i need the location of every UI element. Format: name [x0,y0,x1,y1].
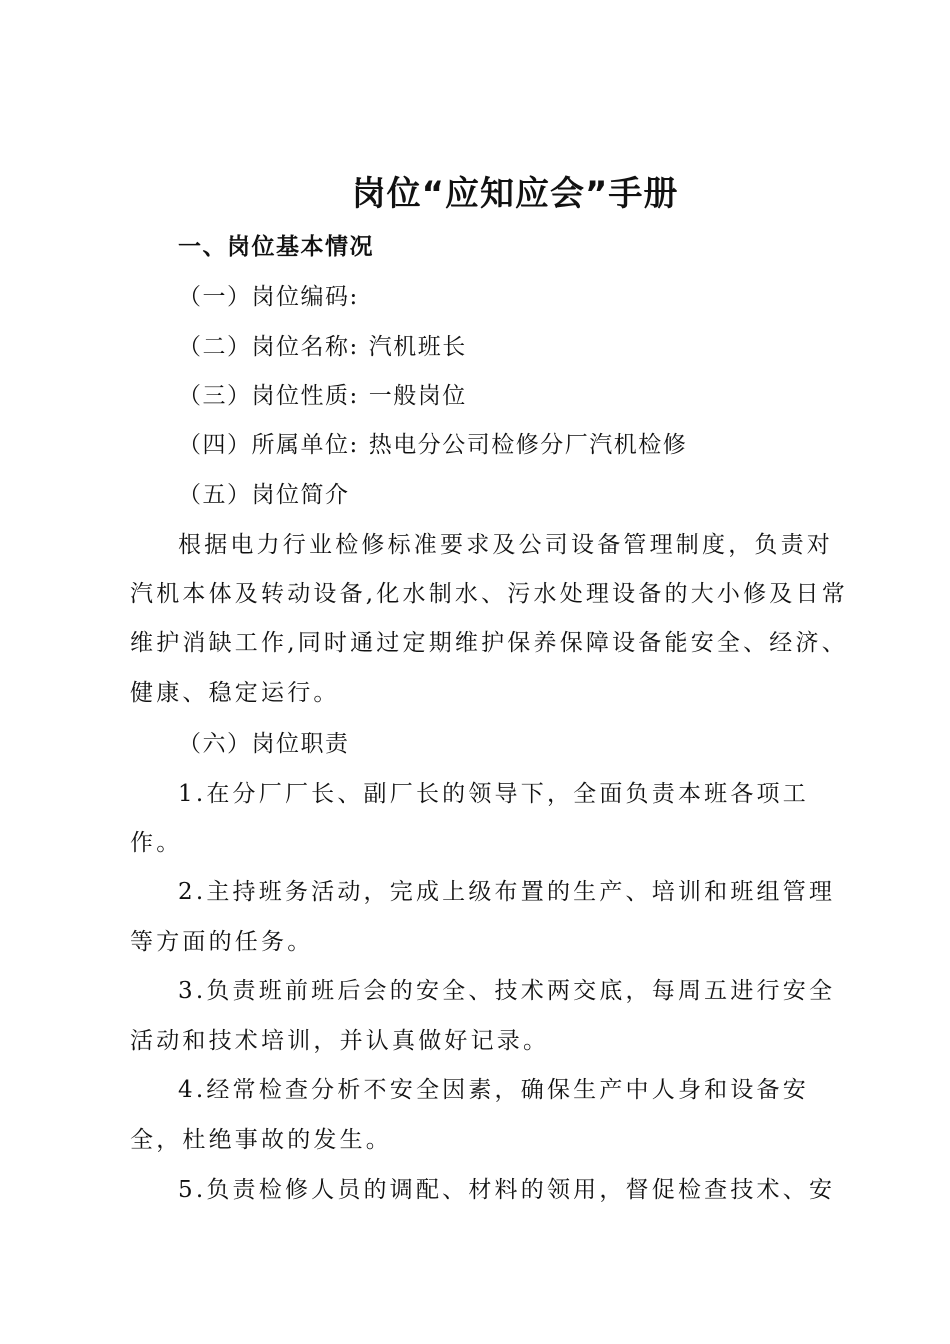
intro-line: 维护消缺工作,同时通过定期维护保养保障设备能安全、经济、 [130,630,848,656]
intro-heading: （五）岗位简介 [178,482,350,508]
duty-line: 1.在分厂厂长、副厂长的领导下，全面负责本班各项工 [178,781,809,807]
field-post-nature [178,381,467,411]
intro-line: 健康、稳定运行。 [130,680,340,706]
duty-line: 3.负责班前班后会的安全、技术两交底，每周五进行安全 [178,978,836,1004]
field-unit [178,430,687,460]
field-value: 热电分公司检修分厂汽机检修 [368,432,688,458]
field-label: （一）岗位编码: [178,284,359,310]
section-heading: 一、岗位基本情况 [178,234,374,260]
field-post-code [178,282,369,312]
duty-line: 作。 [130,830,183,856]
duty-line: 2.主持班务活动，完成上级布置的生产、培训和班组管理 [178,879,836,905]
field-post-name [178,332,467,362]
duty-line: 5.负责检修人员的调配、材料的领用，督促检查技术、安 [178,1177,836,1203]
intro-line: 根据电力行业检修标准要求及公司设备管理制度，负责对 [178,532,833,558]
document-title: 岗位“应知应会”手册 [351,174,679,214]
duties-heading: （六）岗位职责 [178,731,350,757]
duty-line: 4.经常检查分析不安全因素，确保生产中人身和设备安 [178,1077,809,1103]
field-value: 一般岗位 [368,383,467,409]
duty-line: 全，杜绝事故的发生。 [130,1127,392,1153]
intro-line: 汽机本体及转动设备,化水制水、污水处理设备的大小修及日常 [130,581,848,607]
field-label: （四）所属单位: [178,432,359,458]
field-value: 汽机班长 [368,334,467,360]
duty-line: 等方面的任务。 [130,929,314,955]
field-label: （二）岗位名称: [178,334,359,360]
duty-line: 活动和技术培训，并认真做好记录。 [130,1028,550,1054]
field-label: （三）岗位性质: [178,383,359,409]
